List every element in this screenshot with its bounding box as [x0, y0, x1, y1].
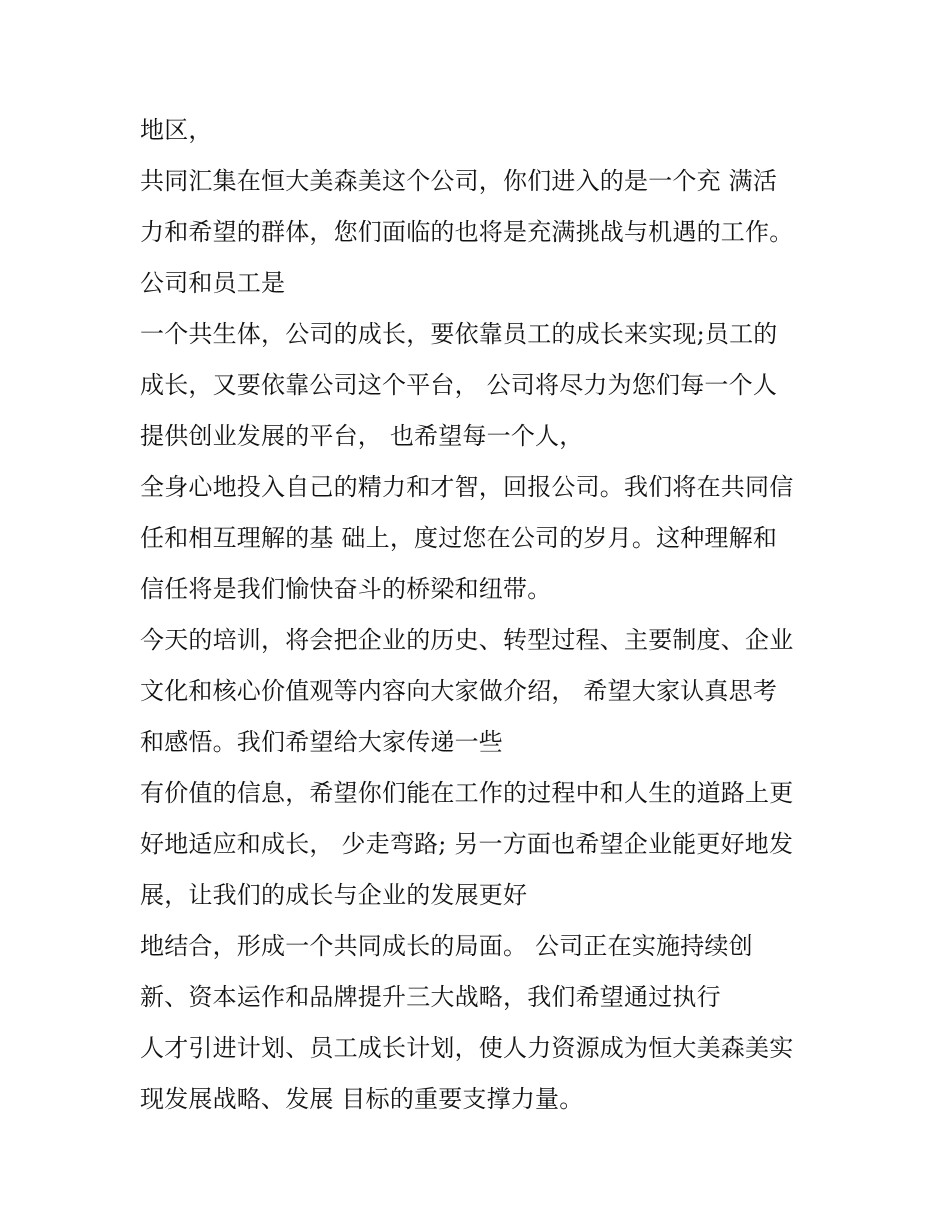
text-line: 有价值的信息，希望你们能在工作的过程中和人生的道路上更	[140, 779, 794, 807]
text-line: 成长，又要依靠公司这个平台， 公司将尽力为您们每一个人	[140, 371, 778, 399]
text-line: 新、资本运作和品牌提升三大战略，我们希望通过执行	[140, 983, 721, 1011]
text-line: 好地适应和成长， 少走弯路; 另一方面也希望企业能更好地发	[140, 830, 794, 858]
text-line: 今天的培训，将会把企业的历史、转型过程、主要制度、企业	[140, 626, 794, 654]
text-line: 人才引进计划、员工成长计划，使人力资源成为恒大美森美实	[140, 1034, 794, 1062]
text-line: 地结合，形成一个共同成长的局面。 公司正在实施持续创	[140, 932, 753, 960]
text-line: 现发展战略、发展 目标的重要支撑力量。	[140, 1085, 584, 1113]
text-line: 展，让我们的成长与企业的发展更好	[140, 881, 528, 909]
text-line: 一个共生体，公司的成长，要依靠员工的成长来实现;员工的	[140, 320, 778, 348]
text-line: 全身心地投入自己的精力和才智，回报公司。我们将在共同信	[140, 473, 794, 501]
text-line: 任和相互理解的基 础上，度过您在公司的岁月。这种理解和	[140, 524, 778, 552]
text-line: 力和希望的群体，您们面临的也将是充满挑战与机遇的工作。	[140, 218, 794, 246]
text-line: 提供创业发展的平台， 也希望每一个人，	[140, 422, 584, 450]
text-line: 和感悟。我们希望给大家传递一些	[140, 728, 503, 756]
text-line: 文化和核心价值观等内容向大家做介绍， 希望大家认真思考	[140, 677, 778, 705]
text-line: 信任将是我们愉快奋斗的桥梁和纽带。	[140, 575, 552, 603]
text-line: 公司和员工是	[140, 269, 286, 297]
text-line: 共同汇集在恒大美森美这个公司，你们进入的是一个充 满活	[140, 167, 778, 195]
text-line: 地区，	[140, 116, 213, 144]
document-body	[140, 105, 830, 1125]
